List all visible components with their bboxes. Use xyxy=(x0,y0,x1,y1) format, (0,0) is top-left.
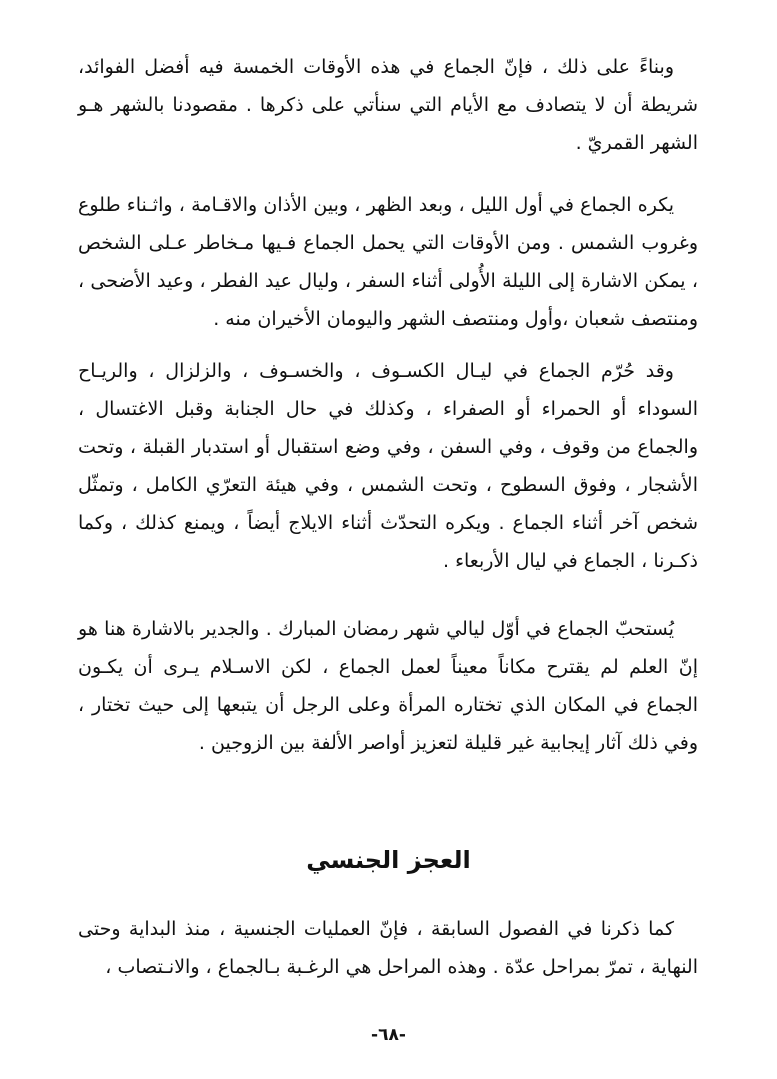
paragraph-section-intro: كما ذكرنا في الفصول السابقة ، فإنّ العمليات الجنسية ، منذ البداية وحتى النهاية ، تمرّ بمراحل عدّة . وهذه المراحل هي الرغـبة بـالجماع ، والانـتصاب ، xyxy=(78,918,698,978)
text-block-forbidden xyxy=(78,352,698,580)
paragraph-disliked-times: يكره الجماع في أول الليل ، وبعد الظهر ، وبين الأذان والاقـامة ، واثـناء طلوع وغروب الشمس . ومن الأوقات التي يحمل الجماع فـيها مـخاطر عـلى الشخص ، يمكن الاشارة إلى الليلة الأُولى أثناء السفر ، وليال عيد الفطر ، وعيد الأضحى ، ومنتصف شعبان ،وأول ومنتصف الشهر واليومان الأخيران منه . xyxy=(78,194,698,330)
text-block-disliked xyxy=(78,186,698,338)
text-block-recommended xyxy=(78,610,698,762)
paragraph-recommended: يُستحبّ الجماع في أوّل ليالي شهر رمضان المبارك . والجدير بالاشارة هنا هو إنّ العلم لم يقترح مكاناً معيناً لعمل الجماع ، لكن الاسـلام يـرى أن يكـون الجماع في المكان الذي تختاره المرأة وعلى الرجل أن يتبعها إلى حيث تختار ، وفي ذلك آثار إيجابية غير قليلة لتعزيز أواصر الألفة بين الزوجين . xyxy=(78,618,698,754)
paragraph-forbidden-times: وقد حُرّم الجماع في ليـال الكسـوف ، والخسـوف ، والزلزال ، والريـاح السوداء أو الحمراء أو الصفراء ، وكذلك في حال الجنابة وقبل الاغتسال ، والجماع من وقوف ، وفي السفن ، وفي وضع استقبال أو استدبار القبلة ، وتحت الأشجار ، وفوق السطوح ، وتحت الشمس ، وفي هيئة التعرّي الكامل ، وتمثّل شخص آخر أثناء الجماع . ويكره التحدّث أثناء الايلاج أيضاً ، ويمنع كذلك ، وكما ذكـرنا ، الجماع في ليال الأربعاء . xyxy=(78,360,698,572)
section-heading: العجز الجنسي xyxy=(306,845,471,874)
paragraph-best-times: وبناءً على ذلك ، فإنّ الجماع في هذه الأوقات الخمسة فيه أفضل الفوائد، شريطة أن لا يتصادف مع الأيام التي سنأتي على ذكرها . مقصودنا بالشهر هـو الشهر القمريّ . xyxy=(78,56,698,154)
text-block-intro xyxy=(78,48,698,162)
text-block-section-start xyxy=(78,910,698,986)
page-number: -٦٨- xyxy=(371,1025,406,1045)
